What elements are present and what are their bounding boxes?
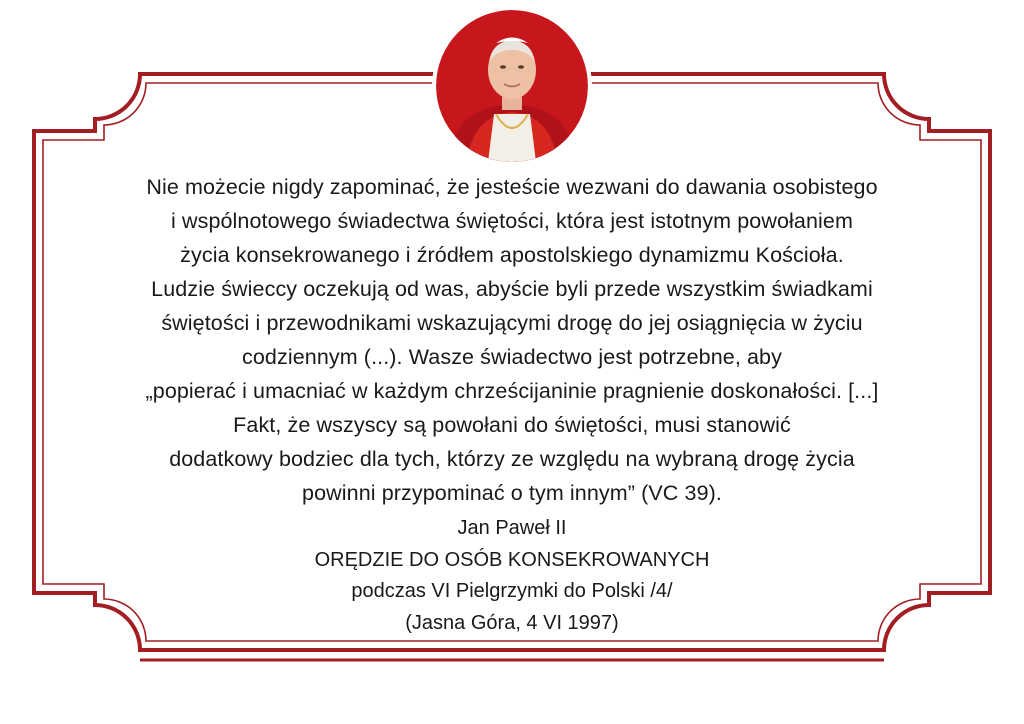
quote-line: codziennym (...). Wasze świadectwo jest potrzebne, aby bbox=[242, 345, 782, 369]
quote-line: „popierać i umacniać w każdym chrześcijaninie pragnienie doskonałości. [...] bbox=[145, 379, 879, 403]
quote-text bbox=[70, 170, 954, 510]
quote-line: świętości i przewodnikami wskazującymi drogę do jej osiągnięcia w życiu bbox=[161, 311, 863, 335]
pope-portrait-icon bbox=[436, 10, 588, 162]
portrait-medallion bbox=[436, 10, 588, 162]
quote-line: Fakt, że wszyscy są powołani do świętości, musi stanowić bbox=[233, 413, 791, 437]
attribution-author: Jan Paweł II bbox=[457, 517, 567, 539]
quote-line: życia konsekrowanego i źródłem apostolskiego dynamizmu Kościoła. bbox=[180, 243, 844, 267]
attribution-occasion: podczas VI Pielgrzymki do Polski /4/ bbox=[351, 580, 673, 602]
attribution bbox=[170, 513, 854, 639]
attribution-place-date: (Jasna Góra, 4 VI 1997) bbox=[405, 611, 619, 634]
quote-line: dodatkowy bodziec dla tych, którzy ze względu na wybraną drogę życia bbox=[169, 447, 855, 471]
quote-line: Ludzie świeccy oczekują od was, abyście byli przede wszystkim świadkami bbox=[151, 277, 873, 301]
quote-line: i wspólnotowego świadectwa świętości, która jest istotnym powołaniem bbox=[171, 209, 853, 233]
quote-line: Nie możecie nigdy zapominać, że jesteście wezwani do dawania osobistego bbox=[146, 175, 878, 199]
attribution-title: ORĘDZIE DO OSÓB KONSEKROWANYCH bbox=[314, 548, 710, 571]
quote-line: powinni przypominać o tym innym” (VC 39). bbox=[302, 481, 722, 505]
